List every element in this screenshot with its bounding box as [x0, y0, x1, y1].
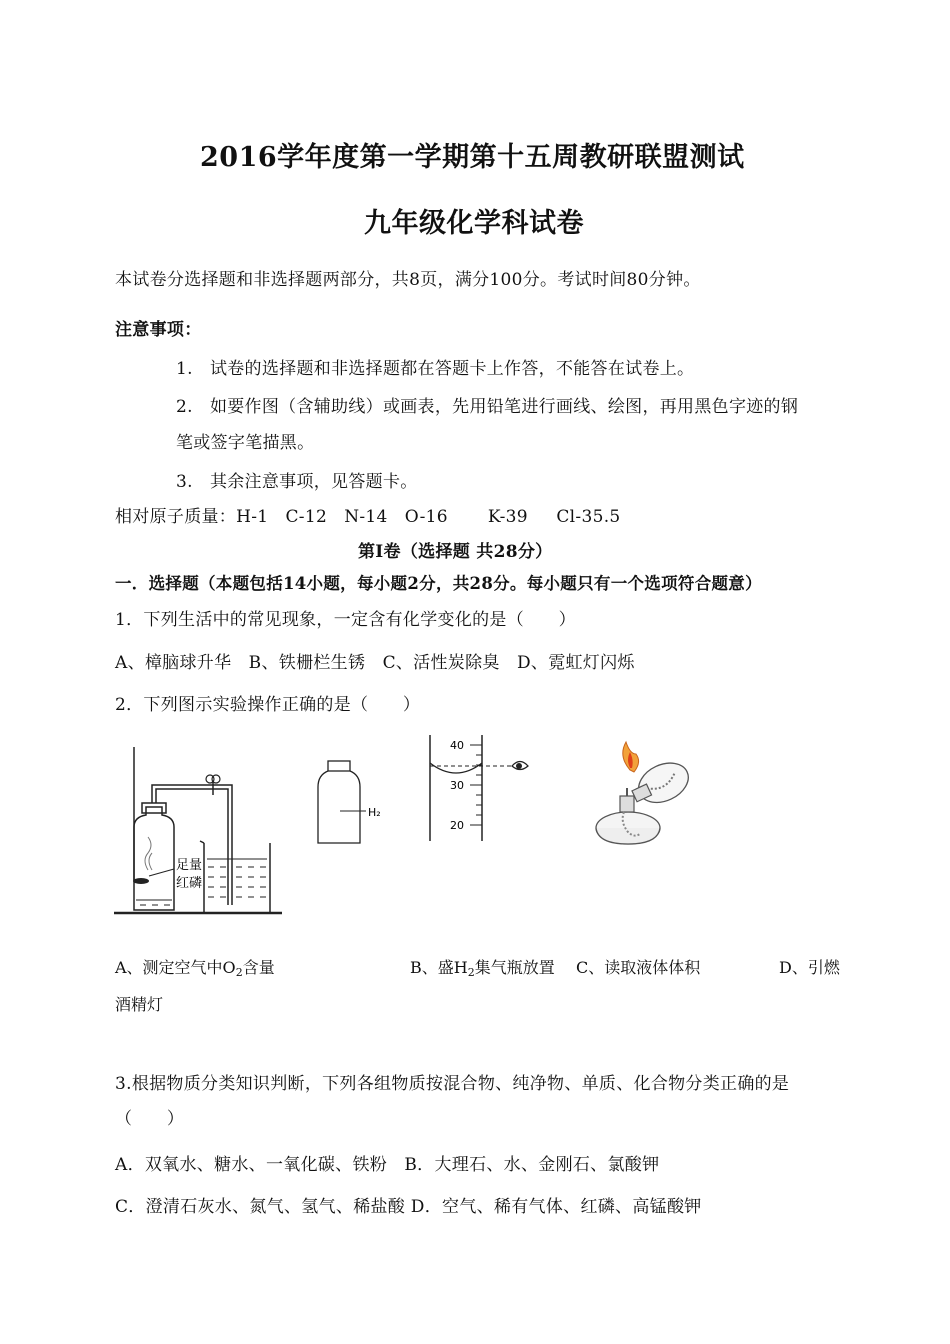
figure-a-apparatus — [112, 745, 287, 920]
atomic-mass-line: 相对原子质量：H-1 C-12 N-14 O-16 K-39 Cl-35.5 — [115, 507, 621, 527]
cylinder-tick-20: 20 — [450, 819, 464, 832]
question-3-options-ab: A．双氧水、糖水、一氧化碳、铁粉 B．大理石、水、金刚石、氯酸钾 — [115, 1155, 660, 1175]
note-number: 3. — [176, 472, 193, 492]
note-item-2 — [176, 392, 798, 417]
section-title: 第Ⅰ卷（选择题 共28分） — [358, 542, 553, 562]
note-item-1 — [176, 354, 694, 379]
note-text: 试卷的选择题和非选择题都在答题卡上作答，不能答在试卷上。 — [209, 359, 695, 379]
note-item-2-continued: 笔或签字笔描黑。 — [176, 433, 315, 453]
question-3-stem: 3.根据物质分类知识判断，下列各组物质按混合物、纯净物、单质、化合物分类正确的是 — [115, 1074, 790, 1094]
question-1-stem: 1．下列生活中的常见现象，一定含有化学变化的是（ ） — [115, 610, 576, 630]
part-heading: 一．选择题（本题包括14小题，每小题2分，共28分。每小题只有一个选项符合题意） — [115, 574, 762, 593]
caption-b-subscript: 2 — [467, 966, 475, 979]
figure-b-gas-bottle — [310, 755, 395, 855]
note-item-3 — [176, 467, 418, 492]
note-number: 1. — [176, 359, 193, 379]
caption-c: C、读取液体体积 — [576, 958, 701, 977]
caption-b-text-end: 集气瓶放置 — [474, 958, 555, 977]
note-text: 如要作图（含辅助线）或画表，先用铅笔进行画线、绘图，再用黑色字迹的钢 — [209, 397, 799, 417]
caption-d: D、引燃 — [779, 958, 840, 977]
caption-a-subscript: 2 — [235, 966, 243, 979]
exam-intro: 本试卷分选择题和非选择题两部分，共8页，满分100分。考试时间80分钟。 — [115, 270, 701, 290]
question-2-stem: 2．下列图示实验操作正确的是（ ） — [115, 695, 421, 715]
figure-a-label-amount: 足量 — [176, 858, 203, 873]
notes-heading: 注意事项： — [115, 320, 202, 340]
caption-a-text-end: 含量 — [242, 958, 275, 977]
exam-title: 2016学年度第一学期第十五周教研联盟测试 — [200, 142, 745, 173]
caption-a-text: A、测定空气中O — [115, 958, 236, 977]
exam-subtitle: 九年级化学科试卷 — [364, 208, 584, 239]
caption-a — [115, 955, 275, 979]
cylinder-tick-40: 40 — [450, 739, 464, 752]
question-3-options-cd: C．澄清石灰水、氮气、氢气、稀盐酸 D．空气、稀有气体、红磷、高锰酸钾 — [115, 1197, 702, 1217]
caption-d-continued: 酒精灯 — [115, 995, 164, 1014]
question-3-stem-continued: （ ） — [115, 1109, 185, 1129]
note-number: 2. — [176, 397, 193, 417]
figure-a-label-phosphorus: 红磷 — [176, 876, 203, 891]
figure-d-alcohol-lamps — [590, 740, 705, 850]
note-text: 其余注意事项，见答题卡。 — [209, 472, 418, 492]
caption-b — [410, 955, 555, 979]
caption-b-text: B、盛H — [410, 958, 468, 977]
question-1-options: A、樟脑球升华 B、铁栅栏生锈 C、活性炭除臭 D、霓虹灯闪烁 — [115, 653, 635, 673]
cylinder-tick-30: 30 — [450, 779, 464, 792]
figure-c-cylinder — [420, 733, 535, 848]
figure-b-label-h2: H₂ — [368, 806, 381, 819]
